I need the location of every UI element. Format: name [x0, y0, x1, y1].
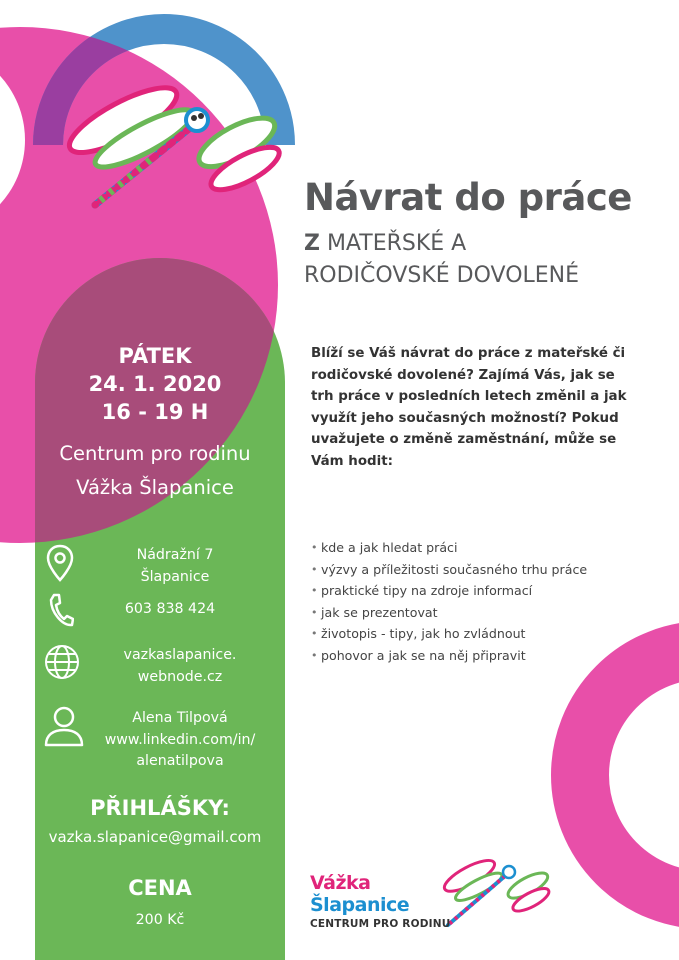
globe-icon [44, 644, 80, 680]
list-item: • praktické tipy na zdroje informací [311, 580, 651, 602]
address-line2: Šlapanice [140, 568, 210, 585]
contact-person [88, 708, 272, 773]
page-subtitle [304, 228, 674, 292]
list-item: • pohovor a jak se na něj připravit [311, 645, 651, 667]
subtitle-z: Z [304, 231, 320, 256]
website-line1: vazkaslapanice. [123, 647, 237, 663]
location-pin-icon [46, 544, 74, 582]
venue-line1: Centrum pro rodinu [59, 442, 251, 465]
event-day: PÁTEK [118, 344, 192, 368]
pink-ring [580, 650, 679, 900]
subtitle-line2: RODIČOVSKÉ DOVOLENÉ [304, 263, 580, 288]
linkedin-link[interactable]: www.linkedin.com/in/ [104, 731, 256, 748]
event-datetime [30, 342, 280, 426]
person-icon [43, 705, 85, 747]
phone-icon [48, 592, 74, 628]
registration-heading: PŘIHLÁŠKY: [90, 796, 230, 820]
phone-number: 603 838 424 [124, 601, 216, 617]
list-item: • výzvy a příležitosti současného trhu práce [311, 559, 651, 581]
list-item: • jak se prezentovat [311, 602, 651, 624]
intro-paragraph: Blíží se Váš návrat do práce z mateřské či rodičovské dovolené? Zajímá Vás, jak se trh práce v posledních letech změnil a jak využít jeho současných možností? Pokud uvažujete o změně zaměstnání, může se Vám hodit: [311, 346, 627, 469]
website-line2: webnode.cz [137, 668, 223, 685]
venue-line2: Vážka Šlapanice [76, 476, 234, 499]
price-heading: CENA [128, 876, 192, 900]
topic-list [311, 537, 651, 666]
list-item: • kde a jak hledat práci [311, 537, 651, 559]
contact-name: Alena Tilpová [132, 710, 228, 726]
logo-name-part2: Šlapanice [310, 894, 410, 916]
subtitle-line1-rest: MATEŘSKÉ A [319, 231, 467, 256]
price-value: 200 Kč [135, 912, 185, 928]
event-time: 16 - 19 H [101, 400, 209, 424]
page-title: Návrat do práce [304, 176, 632, 219]
linkedin-link-cont[interactable]: alenatilpova [136, 753, 224, 769]
registration-email[interactable]: vazka.slapanice@gmail.com [48, 828, 262, 846]
logo-name-part1: Vážka [310, 872, 371, 894]
website-link[interactable] [100, 645, 260, 688]
venue [20, 437, 290, 505]
logo [310, 872, 470, 930]
address [110, 545, 240, 588]
logo-subtitle: CENTRUM PRO RODINU [310, 918, 451, 930]
list-item: • životopis - tipy, jak ho zvládnout [311, 623, 651, 645]
event-date: 24. 1. 2020 [88, 372, 222, 396]
subtitle-line1 [304, 228, 674, 260]
logo-name [310, 872, 470, 916]
address-line1: Nádražní 7 [136, 547, 214, 563]
